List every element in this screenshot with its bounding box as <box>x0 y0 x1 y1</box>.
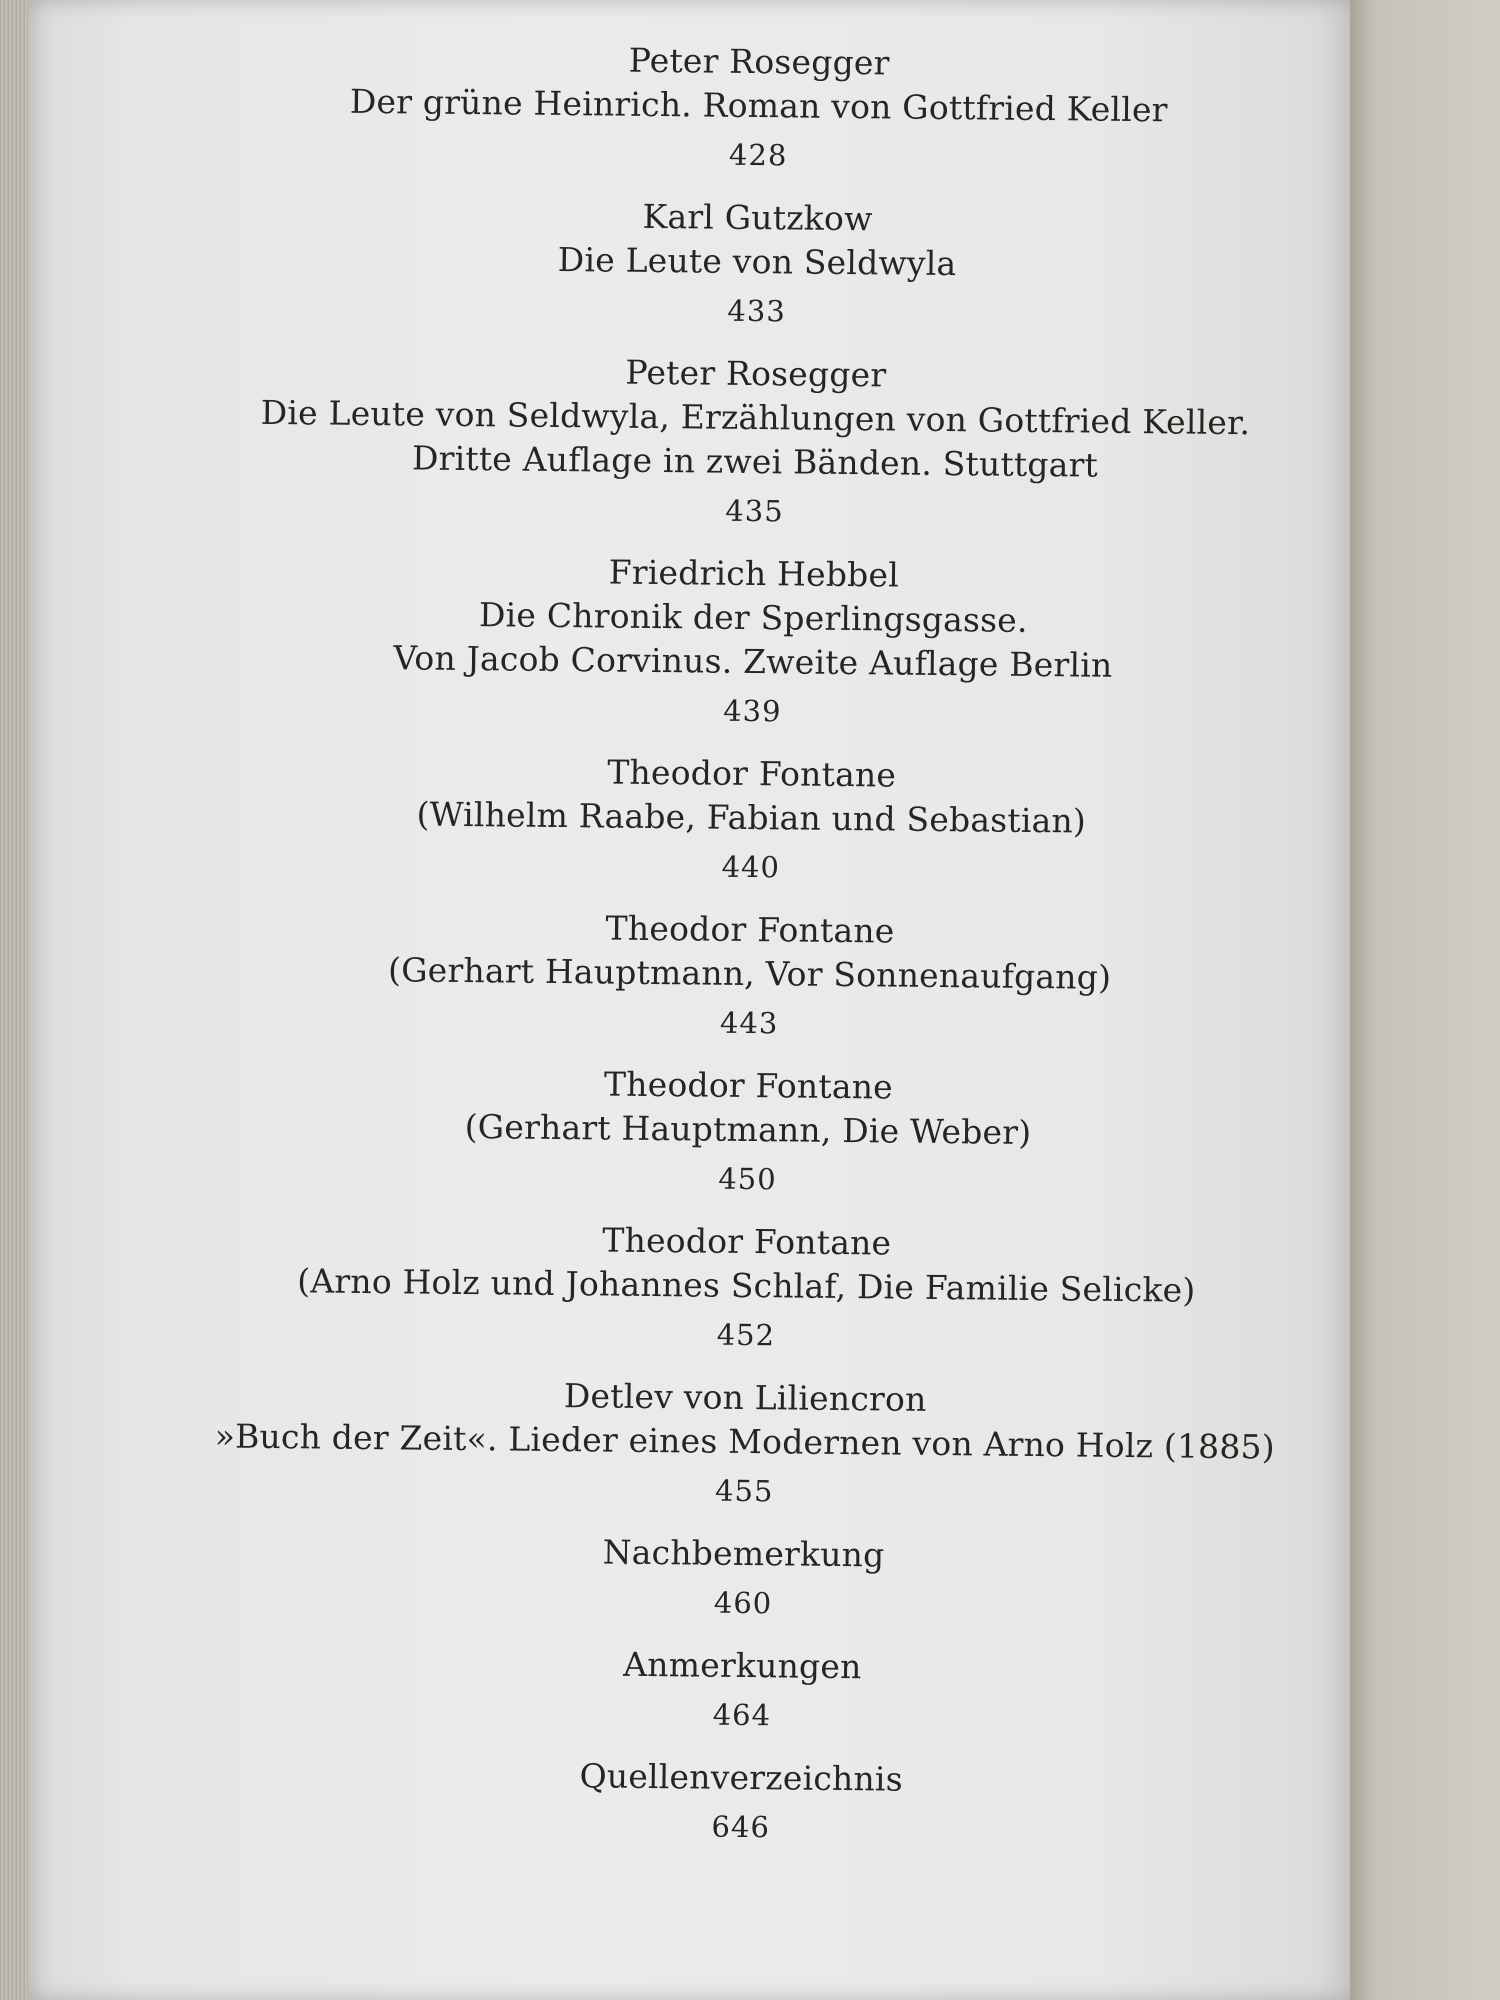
entry-page-number: 455 <box>714 1473 774 1509</box>
entry-title-line: (Gerhart Hauptmann, Vor Sonnenaufgang) <box>387 950 1112 997</box>
entry-page-number: 440 <box>721 849 781 885</box>
entry-page-number: 433 <box>727 293 786 329</box>
entry-page-number: 443 <box>719 1005 779 1041</box>
entry-author: Peter Rosegger <box>628 40 890 83</box>
entry-page-number: 450 <box>718 1161 777 1197</box>
entry-author: Theodor Fontane <box>602 1220 892 1263</box>
toc-entry <box>196 190 1317 338</box>
toc-entry <box>184 1370 1305 1518</box>
entry-title-line: Der grüne Heinrich. Roman von Gottfried Keller <box>349 81 1168 130</box>
toc-entry <box>187 1058 1308 1206</box>
toc-entry <box>192 546 1314 738</box>
toc-entry <box>189 902 1310 1050</box>
section-page-number: 646 <box>711 1809 771 1845</box>
section-page-number: 464 <box>712 1697 772 1733</box>
entry-author: Detlev von Liliencron <box>563 1376 927 1419</box>
entry-author: Theodor Fontane <box>603 1064 894 1107</box>
entry-page-number: 439 <box>723 693 782 729</box>
toc-entry <box>194 346 1316 538</box>
entry-title-line: Dritte Auflage in zwei Bänden. Stuttgart <box>411 438 1099 485</box>
entry-title-line: (Wilhelm Raabe, Fabian und Sebastian) <box>416 794 1087 841</box>
entry-author: Peter Rosegger <box>625 352 887 395</box>
entry-page-number: 452 <box>716 1317 776 1353</box>
toc-entry <box>191 746 1312 894</box>
entry-author: Theodor Fontane <box>605 908 895 951</box>
background-surface <box>1350 0 1500 2000</box>
toc-entry <box>198 34 1319 182</box>
entry-title-line: Die Leute von Seldwyla <box>557 239 957 284</box>
entry-title-line: »Buch der Zeit«. Lieder eines Modernen von Arno Holz (1885) <box>214 1416 1276 1467</box>
toc-section <box>181 1750 1302 1854</box>
entry-title-line: (Arno Holz und Johannes Schlaf, Die Familie Selicke) <box>297 1261 1196 1310</box>
section-title: Anmerkungen <box>623 1644 862 1687</box>
entry-title-line: Die Chronik der Sperlingsgasse. <box>478 595 1028 640</box>
entry-page-number: 428 <box>728 137 788 173</box>
toc-section <box>182 1638 1303 1742</box>
entry-author: Karl Gutzkow <box>642 196 873 239</box>
section-title: Nachbemerkung <box>602 1532 885 1575</box>
entry-page-number: 435 <box>725 493 784 529</box>
entry-title-line: (Gerhart Hauptmann, Die Weber) <box>464 1107 1032 1152</box>
toc-entry <box>186 1214 1307 1362</box>
section-title: Quellenverzeichnis <box>579 1756 904 1799</box>
entry-title-line: Von Jacob Corvinus. Zweite Auflage Berlin <box>393 638 1113 685</box>
toc-section <box>183 1526 1304 1630</box>
entry-author: Friedrich Hebbel <box>608 552 900 595</box>
table-of-contents <box>180 34 1319 1874</box>
section-page-number: 460 <box>713 1585 773 1621</box>
entry-title-line: Die Leute von Seldwyla, Erzählungen von Gottfried Keller. <box>260 392 1251 443</box>
entry-author: Theodor Fontane <box>607 752 897 795</box>
